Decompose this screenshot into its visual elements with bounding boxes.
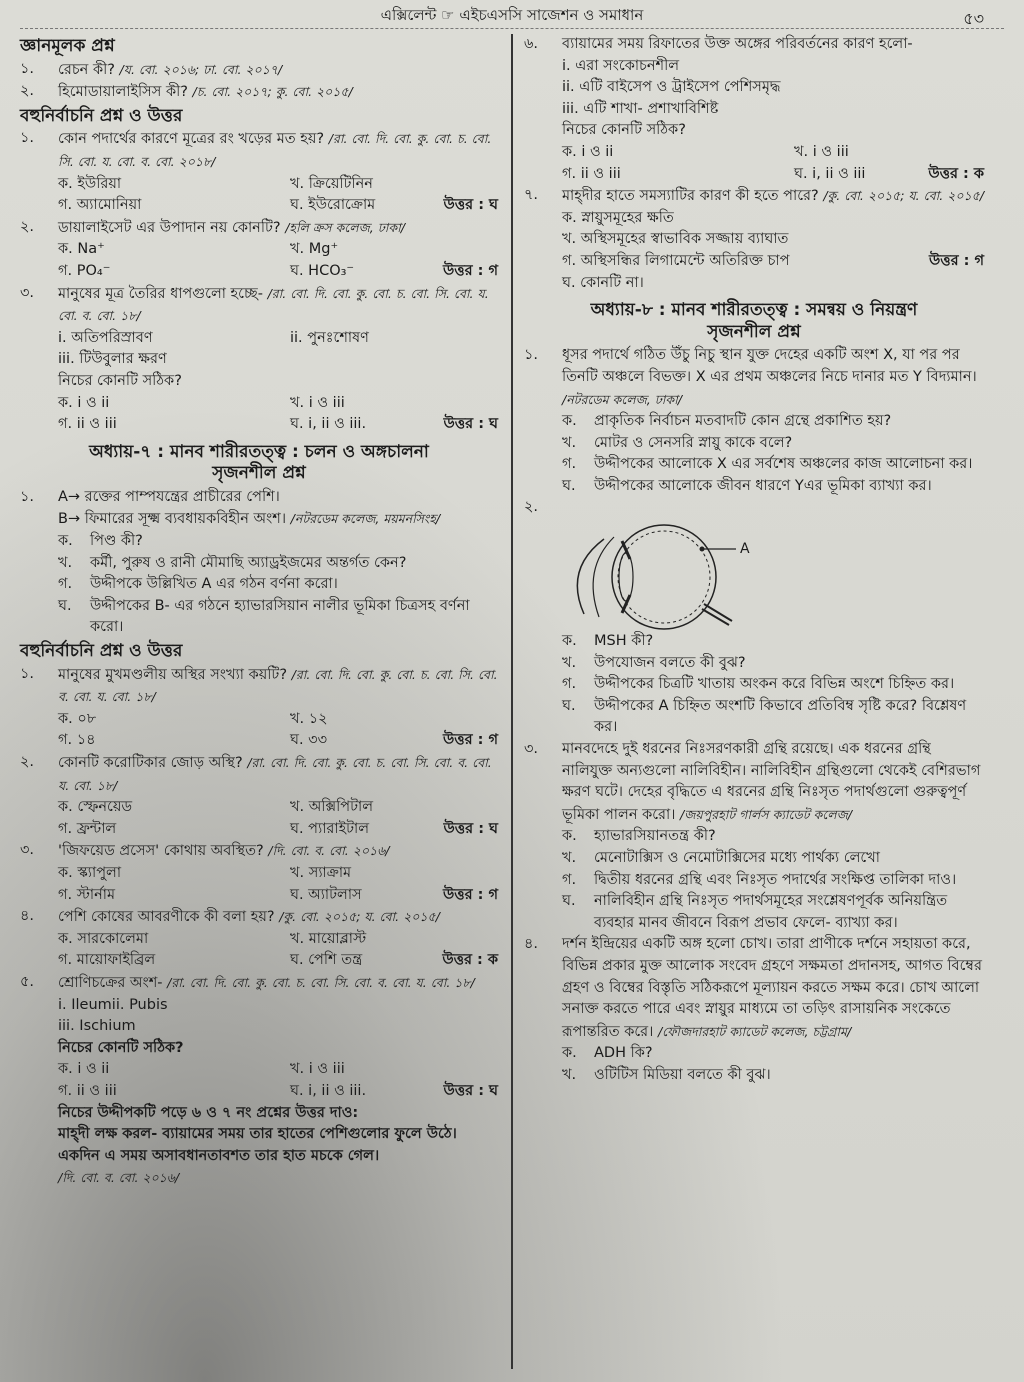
line-text: খ. অস্থিসমূহের স্বাভাবিক সজ্জায় ব্যাঘাত [562,231,789,248]
line-text: B→ ফিমারের সূক্ষ্ম ব্যবধায়কবিহীন অংশ। [58,511,291,528]
option: গ. ফ্রন্টাল [58,820,117,837]
line-text: iii. Ischium [58,1018,136,1035]
sub-question [524,631,984,653]
option-row [20,239,498,261]
question [20,840,498,863]
option-line [20,508,498,531]
option-row [20,393,498,415]
question-body: ধূসর পদার্থে গঠিত উঁচু নিচু স্থান যুক্ত দেহের একটি অংশ X, যা পর পর তিনটি অঞ্চলে বিভক্ত। X এর প্রথম অঞ্চলের নিচে দানার মত Y বিদ্যমান। [562,347,977,385]
question-source: /জয়পুরহাট গার্লস ক্যাডেট কলেজ/ [680,806,852,822]
sub-question-label: ক. [562,633,577,650]
sub-question-text: উদ্দীপকের চিত্রটি খাতায় অংকন করে বিভিন্ন অংশে চিহ্নিত কর। [594,676,955,693]
question [524,34,984,56]
question-number: ২. [20,83,35,100]
statement-row [20,328,498,350]
question [20,487,498,509]
sub-question [20,553,498,575]
subsection-heading: সৃজনশীল প্রশ্ন [707,321,801,342]
sub-question-label: খ. [562,1066,577,1083]
stimulus-text [20,1103,498,1125]
option-row [524,164,984,186]
question-number: ১. [524,347,539,364]
question-text [58,283,498,328]
sub-question [524,433,984,455]
option: ক. i ও ii [58,394,110,411]
option: ঘ. ৩৩ [290,732,328,749]
answer-key: উত্তর : ঘ [443,820,498,837]
option-line [524,56,984,78]
sub-question-label: খ. [562,434,577,451]
question-text [58,487,498,509]
question [20,128,498,173]
column-divider [511,34,513,1369]
question-text [58,81,498,104]
question-body: পেশি কোষের আবরণীকে কী বলা হয়? [58,909,280,926]
statement: i. অতিপরিস্রাবণ [58,329,153,346]
page-number: ৫৩ [963,9,984,28]
question-text [58,972,498,995]
option-row [524,142,984,164]
option-row [20,885,498,907]
option: ক. i ও ii [58,1061,110,1078]
sub-question-text: নালিবিহীন গ্রন্থি নিঃসৃত পদার্থসমূহের সংশ্লেষণপূর্বক অনিয়ন্ত্রিত ব্যবহার মানব জীবনে বিরূপ প্রভাব ফেলে- ব্যাখ্যা কর। [594,893,948,931]
question-body: হিমোডায়ালাইসিস কী? [58,84,193,101]
line-text: নিচের কোনটি সঠিক? [562,122,686,139]
question-text [58,59,498,82]
question-body: মাহ্দীর হাতে সমস্যাটির কারণ কী হতে পারে? [562,188,824,205]
sub-question [524,1043,984,1065]
option: গ. ii ও iii [58,416,117,433]
answer-key: উত্তর : গ [442,262,498,279]
sub-question-text: মোটর ও সেনসরি স্নায়ু কাকে বলে? [594,434,793,451]
option: ঘ. i, ii ও iii [794,165,866,182]
question-body: রেচন কী? [58,61,120,78]
eye-cross-section-icon [564,519,764,631]
question-body: 'জিফয়েড প্রসেস' কোথায় অবস্থিত? [58,843,269,860]
option: ক. i ও ii [562,143,614,160]
option: গ. অস্থিসন্ধির লিগামেন্টে অতিরিক্ত চাপ [562,252,790,269]
option: ক. স্ক্যাপুলা [58,864,122,881]
question-body: ব্যায়ামের সময় রিফাতের উক্ত অঙ্গের পরিবর্তনের কারণ হলো- [562,36,913,52]
sub-question-text: উপযোজন বলতে কী বুঝ? [594,654,746,671]
option-line [524,120,984,142]
stimulus-text [20,1124,498,1167]
line-text: ঘ. কোনটি না। [562,274,644,291]
sub-question-label: ঘ. [562,477,576,494]
question-source: /নটরডেম কলেজ, ঢাকা/ [562,391,682,407]
option-row [20,1059,498,1081]
line-text: নিচের কোনটি সঠিক? [58,372,182,389]
option-row [20,1081,498,1103]
question-source: /দি. বো. ব. বো. ২০১৬/ [268,843,390,859]
line-text: iii. এটি শাখা- প্রশাখাবিশিষ্ট [562,100,719,117]
sub-question-label: ঘ. [58,597,72,614]
option: ক. ০৮ [58,710,97,727]
question [20,283,498,328]
running-title: এক্সিলেন্ট ☞ এইচএসসি সাজেশন ও সমাধান [380,5,644,24]
option: খ. Mg⁺ [290,241,339,258]
section-heading: জ্ঞানমূলক প্রশ্ন [20,36,115,56]
sub-question-label: গ. [58,576,73,593]
sub-question-text: উদ্দীপকের আলোকে X এর সর্বশেষ অঞ্চলের কাজ আলোচনা কর। [594,456,973,473]
option-line [20,1167,498,1190]
question-body: দর্শন ইন্দ্রিয়ের একটি অঙ্গ হলো চোখ। তারা প্রাণীকে দর্শনে সহায়তা করে, বিভিন্ন প্রকার মুক্ত আলোক সংবেদ গ্রহণে সক্ষমতা প্রদানসহ, আগত বিম্বের গ্রহণ ও বিম্বের বিস্তৃতি সঠিকরূপে মূল্যায়ন করতে সক্ষম করে। চোখ আলো সনাক্ত করতে পারে এবং স্নায়ুর মাধ্যমে তা তড়িৎ রাসায়নিক সংকেতে রূপান্তরিত করে। [562,936,982,1040]
option: গ. PO₄⁻ [58,262,111,279]
question-body: কোনটি করোটিকার জোড় অস্থি? [58,755,248,771]
option: ঘ. পেশি তন্ত্র [290,952,363,969]
option: খ. i ও iii [290,1061,345,1078]
question-text [562,345,984,411]
option: গ. স্টার্নাম [58,886,115,903]
option: খ. অক্সিপিটাল [290,799,374,816]
answer-key: উত্তর : ঘ [443,416,498,433]
sub-question-text: পিণ্ড কী? [90,533,143,550]
sub-question-text: উদ্দীপকে উল্লিখিত A এর গঠন বর্ণনা করো। [90,576,338,593]
question-text [562,739,984,826]
question-body: কোন পদার্থের কারণে মূত্রের রং খড়ের মত হয়? [58,131,329,148]
option-row [20,195,498,217]
sub-question-label: ক. [562,828,577,845]
line-text: ii. এটি বাইসেপ ও ট্রাইসেপ পেশিসমৃদ্ধ [562,79,781,96]
sub-question [524,476,984,498]
eye-diagram [564,519,984,631]
option-row [524,251,984,273]
line-text: নিচের উদ্দীপকটি পড়ে ৬ ও ৭ নং প্রশ্নের উত্তর দাও: [58,1104,359,1121]
question [524,739,984,826]
sub-question [524,411,984,433]
question [20,972,498,995]
option-row [20,174,498,196]
question [20,906,498,929]
question-source: /য. বো. ২০১৬; ঢা. বো. ২০১৭/ [119,61,283,77]
question-number: ৫. [20,973,35,990]
option: ক. সারকোলেমা [58,930,149,947]
question-number: ১. [20,488,35,505]
sub-question-label: গ. [562,871,577,888]
question-number: ৩. [20,284,35,301]
sub-question-label: খ. [562,850,577,866]
question-number: ৩. [524,741,539,758]
sub-question-text: উদ্দীপকের B- এর গঠনে হ্যাভারসিয়ান নালীর ভূমিকা চিত্রসহ বর্ণনা করো। [90,597,470,636]
question-source: /কু. বো. ২০১৫; য. বো. ২০১৫/ [823,188,984,204]
sub-question [524,696,984,739]
left-column [20,34,498,1190]
question-number: ২. [524,499,539,516]
option: ঘ. অ্যাটলাস [290,886,362,903]
question-number: ৪. [524,936,539,953]
sub-question [524,1065,984,1087]
question-text [58,752,498,797]
line-text: i. Ileumii. Pubis [58,996,168,1013]
option: গ. ii ও iii [562,165,621,182]
sub-question-label: গ. [562,456,577,473]
chapter-title: অধ্যায়-৭ : মানব শারীরতত্ত্ব : চলন ও অঙ্গচালনা [89,441,429,462]
option-line [524,229,984,251]
option-row [20,950,498,972]
option: ঘ. i, ii ও iii. [290,1082,367,1099]
sub-question-label: ক. [562,1045,577,1062]
line-text: ক. স্নায়ুসমূহের ক্ষতি [562,209,674,226]
diagram-label-a: A [740,541,750,558]
question-text [562,497,984,519]
sub-question [524,674,984,696]
question-body: মানুষের মুখমণ্ডলীয় অস্থির সংখ্যা কয়টি? [58,666,292,683]
statement: ii. পুনঃশোষণ [290,329,369,346]
question-text [58,906,498,929]
sub-question-text: ADH কি? [594,1045,653,1062]
answer-key: উত্তর : গ [442,732,498,749]
option-line [524,77,984,99]
answer-key: উত্তর : ক [928,165,984,182]
sub-question-text: MSH কী? [594,633,654,650]
option [922,251,929,273]
question [20,752,498,797]
option-row [20,261,498,283]
option-line [20,995,498,1017]
option-line [20,1038,498,1060]
option: ঘ. প্যারাইটাল [290,820,370,837]
question-text [562,934,984,1043]
option-row [20,819,498,841]
option: গ. ১৪ [58,732,96,749]
chapter-title: অধ্যায়-৮ : মানব শারীরতত্ত্ব : সমন্বয় ও নিয়ন্ত্রণ [590,300,918,321]
line-text: i. এরা সংকোচনশীল [562,57,680,74]
option-row [20,709,498,731]
question-text [58,840,498,863]
answer-key: উত্তর : গ [928,252,984,269]
option: গ. ii ও iii [58,1082,117,1099]
question-source: /রা. বো. দি. বো. কু. বো. চ. বো. সি. বো. ব. বো. য. বো. ১৮/ [167,974,475,990]
option: খ. মায়োব্লাস্ট [290,930,367,947]
question-number: ৭. [524,187,539,204]
answer-key: উত্তর : ঘ [443,1082,498,1099]
sub-question-label: গ. [562,676,577,693]
question-source: /দি. বো. ব. বো. ২০১৬/ [58,1170,180,1186]
sub-question [20,574,498,596]
option: খ. i ও iii [794,143,849,160]
option-line [524,208,984,230]
option: ঘ. ইউরোক্রোম [290,197,376,214]
question-number: ৬. [524,36,539,52]
question [524,497,984,519]
section-heading: বহুনির্বাচনি প্রশ্ন ও উত্তর [20,641,183,662]
option-line [524,273,984,295]
sub-question [20,531,498,553]
option: খ. i ও iii [290,394,345,411]
question-source: /রা. বো. দি. বো. কু. বো. চ. বো. সি. বো. য. বো. ব. বো. ১৮/ [58,285,489,324]
answer-key: উত্তর : ঘ [443,197,498,214]
question-number: ৩. [20,842,35,859]
option-line [20,371,498,393]
sub-question-text: উদ্দীপকের A চিহ্নিত অংশটি কিভাবে প্রতিবিম্ব সৃষ্টি করে? বিশ্লেষণ কর। [594,697,967,736]
question-source: /ফৌজদারহাট ক্যাডেট কলেজ, চট্টগ্রাম/ [657,1023,852,1039]
option-line [20,1016,498,1038]
sub-question-text: প্রাকৃতিক নির্বাচন মতবাদটি কোন গ্রন্থে প্রকাশিত হয়? [594,413,892,430]
sub-question [524,848,984,870]
sub-question-text: হ্যাভারসিয়ানতন্ত্র কী? [594,828,716,845]
question-text [58,128,498,173]
question-body: ডায়ালাইসেট এর উপাদান নয় কোনটি? [58,219,286,236]
sub-question [524,454,984,476]
sub-question [524,891,984,934]
answer-key: উত্তর : গ [442,886,498,903]
question-number: ১. [20,130,35,147]
question-number: ১. [20,60,35,77]
option: খ. ১২ [290,710,328,727]
question-source: /নটরডেম কলেজ, ময়মনসিংহ/ [290,511,441,527]
sub-question [524,826,984,848]
question [524,934,984,1043]
question-source: /হলি ক্রস কলেজ, ঢাকা/ [285,219,406,235]
section-heading: বহুনির্বাচনি প্রশ্ন ও উত্তর [20,105,183,126]
option: গ. মায়োফাইব্রিল [58,952,156,969]
option-row [20,863,498,885]
question-text [58,664,498,709]
question-source: /চ. বো. ২০১৭; কু. বো. ২০১৫/ [192,84,353,100]
option: ক. Na⁺ [58,241,105,258]
option-row [20,929,498,951]
sub-question-text: ওটিটিস মিডিয়া বলতে কী বুঝ। [594,1066,771,1083]
question-source: /রা. বো. দি. বো. কু. বো. চ. বো. সি. বো. ব. বো. য. বো. ১৮/ [58,666,498,705]
question-body: মানুষের মূত্র তৈরির ধাপগুলো হচ্ছে- [58,285,268,302]
question-number: ২. [20,754,35,770]
page-header [20,4,1004,29]
option-row [20,414,498,436]
line-text: নিচের কোনটি সঠিক? [58,1039,184,1056]
sub-question [524,653,984,675]
sub-question-text: মেনোটাক্সিস ও নেমোটাক্সিসের মধ্যে পার্থক্য লেখো [594,850,880,866]
line-text: iii. টিউবুলার ক্ষরণ [58,351,167,368]
question-text [562,34,984,56]
sub-question-label: ঘ. [562,697,576,714]
sub-question-label: খ. [58,554,73,571]
question-body: শ্রোণিচক্রের অংশ- [58,974,168,991]
option: ক. স্ফেনয়েড [58,799,133,816]
question-body: A→ রক্তের পাম্পযন্ত্রের প্রাচীরের পেশি। [58,488,280,505]
option-row [20,797,498,819]
option: ঘ. i, ii ও iii. [290,416,367,433]
right-column [524,34,984,1087]
option-row [20,730,498,752]
sub-question-label: ক. [562,413,577,430]
question-body: মানবদেহে দুই ধরনের নিঃসরণকারী গ্রন্থি রয়েছে। এক ধরনের গ্রন্থি নালিযুক্ত অন্যগুলো নালিবিহীন। নালিবিহীন গ্রন্থিগুলো থেকেই বেশিরভাগ ক্ষরণ ঘটে। দেহের বৃদ্ধিতে এ ধরনের গ্রন্থি নিঃসৃত পদার্থগুলো গুরুত্বপূর্ণ ভূমিকা পালন করো। [562,741,981,823]
option: খ. স্যাক্রাম [290,864,352,881]
subsection-heading: সৃজনশীল প্রশ্ন [212,463,306,484]
sub-question [524,870,984,892]
question-number: ২. [20,218,35,235]
answer-key: উত্তর : ক [442,952,498,969]
question-text [562,185,984,208]
question [20,217,498,240]
option-line [20,349,498,371]
option: খ. ক্রিয়েটিনিন [290,175,373,192]
question-source: /রা. বো. দি. বো. কু. বো. চ. বো. সি. বো. ব. বো. য. বো. ১৮/ [58,755,492,793]
question [20,81,498,104]
line-text: মাহ্দী লক্ষ করল- ব্যায়ামের সময় তার হাতের পেশিগুলোর ফুলে উঠে। একদিন এ সময় অসাবধানতাবশত তার হাত মচকে গেল। [58,1126,457,1164]
sub-question-text: দ্বিতীয় ধরনের গ্রন্থি এবং নিঃসৃত পদার্থের সংক্ষিপ্ত তালিকা দাও। [594,871,957,888]
question-number: ১. [20,665,35,682]
sub-question [20,596,498,639]
question-number: ৪. [20,908,35,925]
option: ঘ. HCO₃⁻ [290,262,355,279]
question-source: /কু. বো. ২০১৫; য. বো. ২০১৫/ [279,909,440,925]
question [524,185,984,208]
option: ক. ইউরিয়া [58,175,122,192]
question [20,664,498,709]
question [20,59,498,82]
sub-question-label: ঘ. [562,893,576,910]
sub-question-text: উদ্দীপকের আলোকে জীবন ধারণে Yএর ভূমিকা ব্যাখ্যা কর। [594,477,932,494]
option: গ. অ্যামোনিয়া [58,197,142,214]
sub-question-label: ক. [58,533,73,550]
sub-question-text: কর্মী, পুরুষ ও রানী মৌমাছি অ্যাড্রইজমের অন্তর্গত কেন? [90,554,407,571]
question-text [58,217,498,240]
option-line [524,99,984,121]
question [524,345,984,411]
sub-question-label: খ. [562,654,577,671]
question-source: /রা. বো. দি. বো. কু. বো. চ. বো. সি. বো. য. বো. ব. বো. ২০১৮/ [58,131,492,169]
